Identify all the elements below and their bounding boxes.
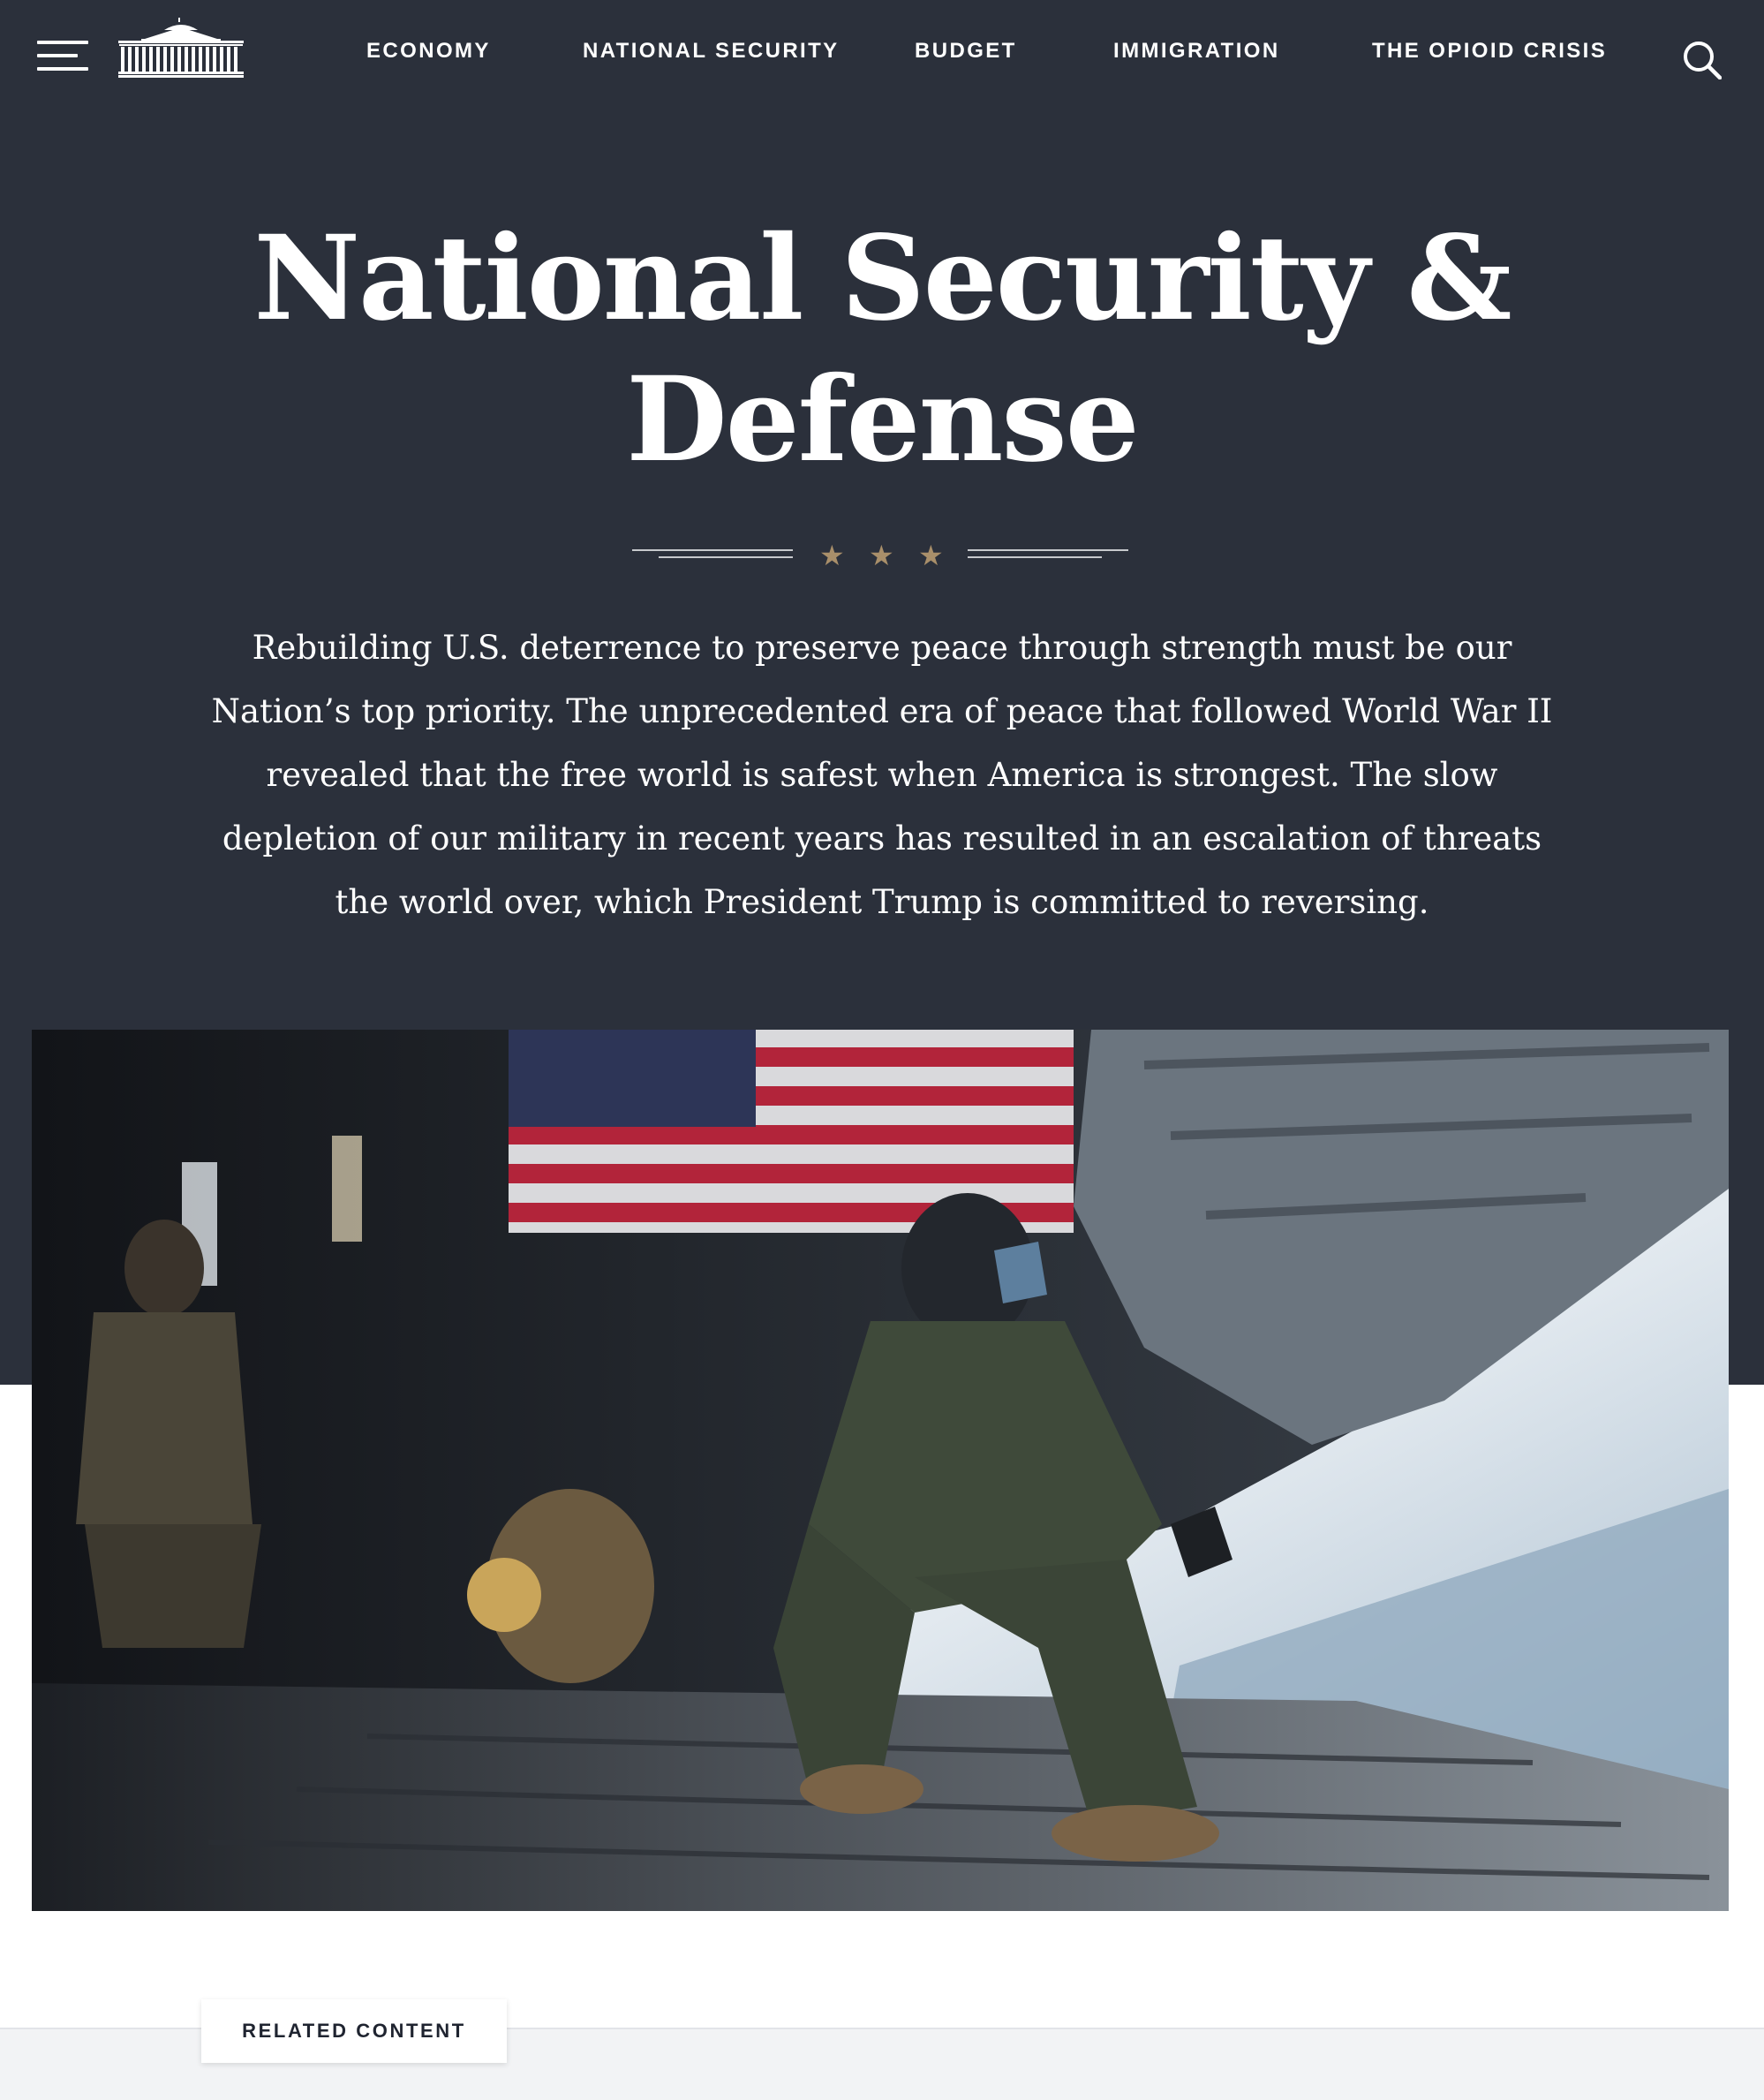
divider-line [968,549,1128,551]
page-title-line-2: Defense [626,351,1138,488]
related-content-label: RELATED CONTENT [242,2020,466,2042]
three-stars-icon [632,533,1128,576]
search-icon[interactable] [1683,41,1722,79]
star-icon: ★ [918,539,944,572]
intro-paragraph: Rebuilding U.S. deterrence to preserve peace through strength must be our Nation’s top priority. The unprecedented era of peace that followed World War II revealed that the free world is safest when America is strongest. The slow depletion of our military in recent years has resulted in an escalation of threats the world over, which President Trump is committed to reversing. [211,629,1553,921]
site-header [0,0,1764,106]
menu-line [37,67,88,71]
white-house-logo-icon[interactable] [118,18,244,78]
helicopter-crewman-photo-icon [32,1030,1729,1911]
nav-national-security[interactable]: NATIONAL SECURITY [583,39,840,63]
divider-line [632,549,793,551]
page-title-line-1: National Security & [253,210,1511,347]
star-icon: ★ [819,539,845,572]
star-icon: ★ [869,539,894,572]
page-title [176,208,1588,491]
nav-opioid-crisis[interactable]: THE OPIOID CRISIS [1372,39,1608,63]
related-content-tab[interactable] [201,1999,507,2063]
menu-line [37,54,78,57]
divider-line [968,556,1102,558]
nav-economy[interactable]: ECONOMY [366,39,491,63]
hamburger-menu-button[interactable] [37,41,88,72]
divider-line [659,556,793,558]
nav-immigration[interactable]: IMMIGRATION [1113,39,1280,63]
nav-budget[interactable]: BUDGET [915,39,1017,63]
hero-photo [32,1030,1729,1911]
menu-line [37,41,88,44]
